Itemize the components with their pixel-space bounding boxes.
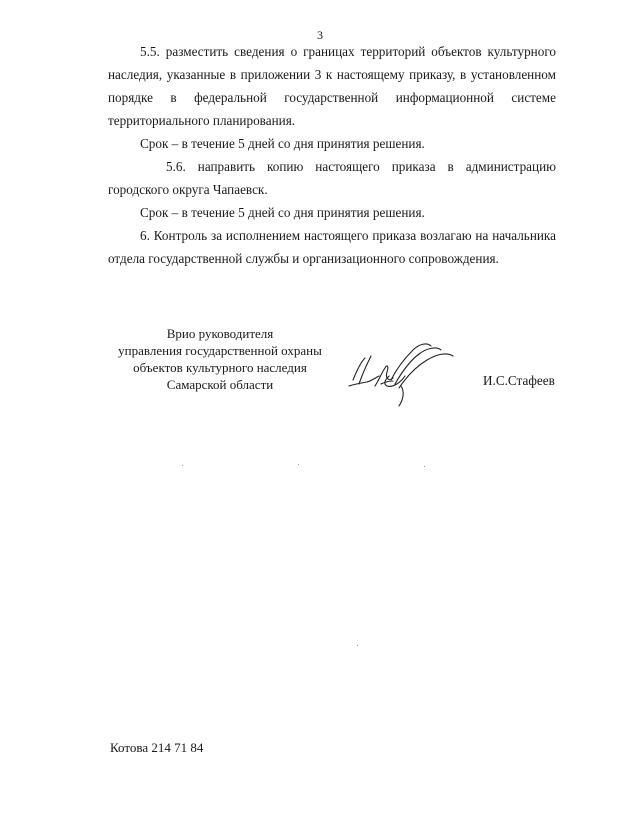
scan-speck	[424, 466, 425, 467]
document-body	[108, 40, 556, 270]
signatory-title-line: управления государственной охраны	[118, 343, 322, 358]
scan-speck	[298, 464, 299, 465]
deadline-paragraph: Срок – в течение 5 дней со дня принятия решения.	[140, 205, 425, 220]
signatory-title	[110, 325, 330, 393]
paragraph-6: 6. Контроль за исполнением настоящего приказа возлагаю на начальника отдела государственной службы и организационного сопровождения.	[108, 228, 556, 266]
signatory-title-line: Самарской области	[166, 377, 274, 392]
signatory-title-line: объектов культурного наследия	[133, 360, 307, 375]
scan-speck	[357, 645, 358, 646]
paragraph-5-6: 5.6. направить копию настоящего приказа в администрацию городского округа Чапаевск.	[108, 159, 556, 197]
signatory-name: И.С.Стафеев	[483, 373, 555, 388]
executor-contact: Котова 214 71 84	[110, 740, 204, 755]
handwritten-signature	[345, 340, 465, 410]
deadline-paragraph: Срок – в течение 5 дней со дня принятия решения.	[140, 136, 425, 151]
signatory-title-line: Врио руководителя	[166, 326, 274, 341]
page-number: 3	[317, 28, 323, 42]
paragraph-5-5: 5.5. разместить сведения о границах территорий объектов культурного наследия, указанные в приложении 3 к настоящему приказу, в установленном порядке в федеральной государственной информационной системе территориального планирования.	[108, 44, 556, 128]
scan-speck	[182, 465, 183, 466]
